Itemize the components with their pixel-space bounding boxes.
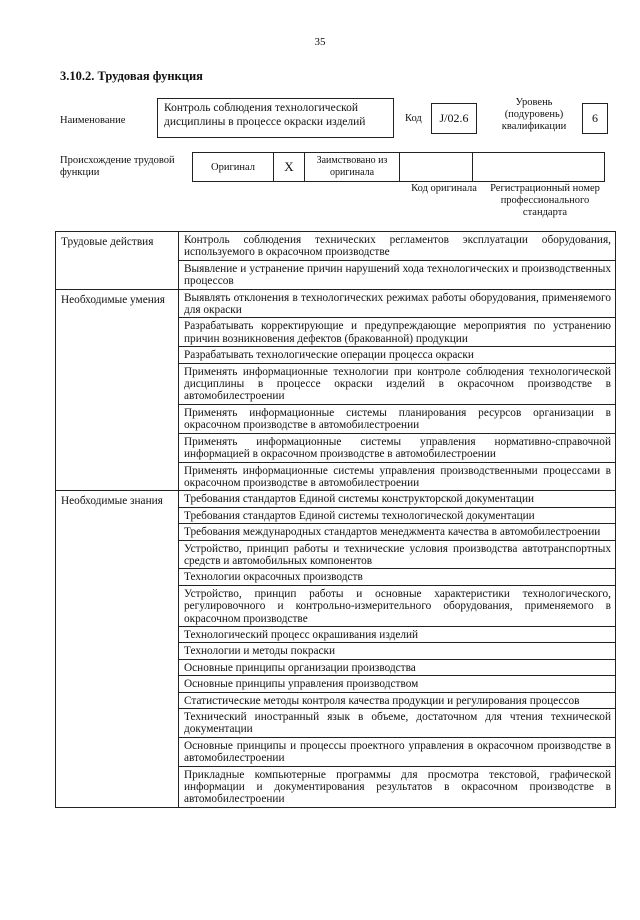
- original-label-cell: [192, 152, 274, 182]
- table-cell: Статистические методы контроля качества продукции и регулирования процессов: [179, 692, 616, 708]
- table-cell: Устройство, принцип работы и технические условия производства автотранспортных средств и автомобильных компонентов: [179, 540, 616, 569]
- knowledge-label: Необходимые знания: [56, 491, 179, 808]
- table-cell: Применять информационные системы управления производственными процессами в окрасочном производстве в автомобилестроении: [179, 462, 616, 491]
- table-cell: Требования международных стандартов менеджмента качества в автомобилестроении: [179, 524, 616, 540]
- original-label: Оригинал: [211, 161, 255, 173]
- reg-number-label: Регистрационный номер профессионального стандарта: [490, 183, 600, 218]
- table-cell: Требования стандартов Единой системы технологической документации: [179, 507, 616, 523]
- skills-label: Необходимые умения: [56, 289, 179, 491]
- table-cell: Основные принципы организации производства: [179, 659, 616, 675]
- table-cell: Применять информационные системы планирования ресурсов организации в окрасочном производстве в автомобилестроении: [179, 404, 616, 433]
- table-row: [56, 289, 616, 318]
- table-cell: Основные принципы управления производством: [179, 676, 616, 692]
- section-title: 3.10.2. Трудовая функция: [60, 69, 203, 83]
- table-cell: Прикладные компьютерные программы для просмотра текстовой, графической информации и документирования результатов в окрасочном производстве в автомобилестроении: [179, 766, 616, 807]
- level-value-box: 6: [582, 103, 608, 134]
- table-cell: Применять информационные системы управления нормативно-справочной информацией в окрасочном производстве в автомобилестроении: [179, 433, 616, 462]
- table-cell: Технологии и методы покраски: [179, 643, 616, 659]
- table-row: [56, 232, 616, 261]
- code-label: Код: [405, 113, 422, 124]
- origin-row: [193, 152, 608, 182]
- table-row: [56, 491, 616, 507]
- table-cell: Требования стандартов Единой системы конструкторской документации: [179, 491, 616, 507]
- original-mark: X: [284, 159, 294, 174]
- table-cell: Выявлять отклонения в технологических режимах работы оборудования, применяемого для окраски: [179, 289, 616, 318]
- reg-number-cell: [472, 152, 605, 182]
- name-label: Наименование: [60, 115, 126, 126]
- table-cell: Разрабатывать корректирующие и предупреждающие мероприятия по устранению причин возникновения дефектов (бракованной) продукции: [179, 318, 616, 347]
- origin-label: Происхождение трудовой функции: [60, 155, 175, 178]
- table-cell: Разрабатывать технологические операции процесса окраски: [179, 347, 616, 363]
- original-code-cell: [399, 152, 473, 182]
- borrowed-label-cell: [304, 152, 400, 182]
- level-label: Уровень (подуровень) квалификации: [501, 97, 567, 132]
- function-table: [55, 231, 616, 808]
- table-cell: Устройство, принцип работы и основные характеристики технологического, регулировочного и контрольно-измерительного оборудования, применяемого в окрасочном производстве: [179, 585, 616, 626]
- table-cell: Технологии окрасочных производств: [179, 569, 616, 585]
- code-value-box: J/02.6: [431, 103, 477, 134]
- table-cell: Технический иностранный язык в объеме, достаточном для чтения технической документации: [179, 709, 616, 738]
- labor-actions-label: Трудовые действия: [56, 232, 179, 290]
- code-original-label: Код оригинала: [411, 183, 477, 194]
- table-cell: Основные принципы и процессы проектного управления в окрасочном производстве в автомобилестроении: [179, 737, 616, 766]
- table-cell: Контроль соблюдения технических регламентов эксплуатации оборудования, используемого в окрасочном производстве: [179, 232, 616, 261]
- original-mark-cell: [273, 152, 305, 182]
- table-cell: Технологический процесс окрашивания изделий: [179, 626, 616, 642]
- page-number: 35: [314, 36, 326, 48]
- table-cell: Выявление и устранение причин нарушений хода технологических и производственных процессов: [179, 260, 616, 289]
- table-cell: Применять информационные технологии при контроле соблюдения технологической дисциплины в процессе окраски изделий в окрасочном производстве в автомобилестроении: [179, 363, 616, 404]
- function-name-box: Контроль соблюдения технологической дисциплины в процессе окраски изделий: [157, 98, 394, 138]
- borrowed-label: Заимствовано из оригинала: [316, 155, 388, 178]
